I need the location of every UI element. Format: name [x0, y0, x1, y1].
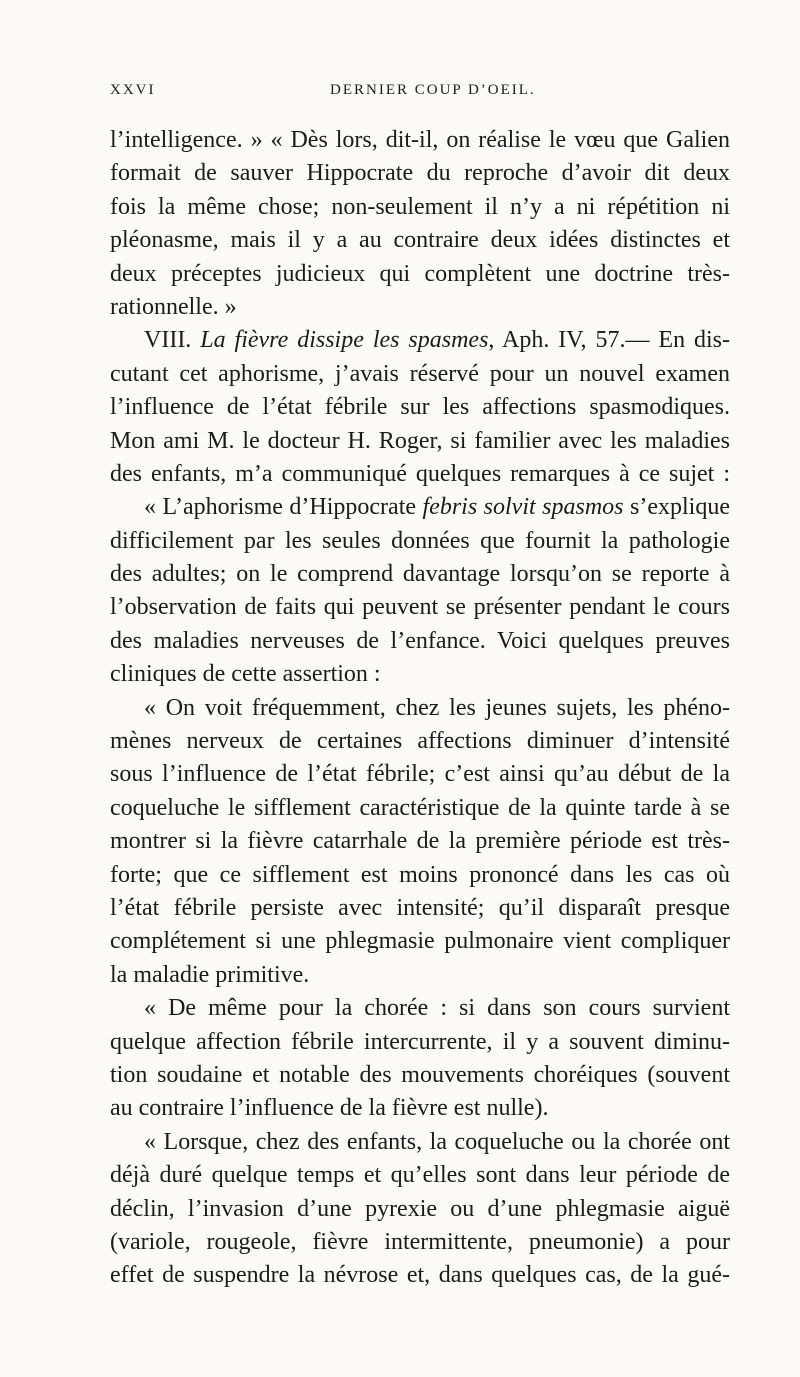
text-line: cutant cet aphorisme, j’avais réservé pour un nouvel examen — [110, 360, 730, 387]
text-line: mènes nerveux de certaines affections diminuer d’intensité — [110, 728, 730, 755]
text-line: l’intelligence. » « Dès lors, dit-il, on réalise le vœu que Galien — [110, 127, 730, 153]
body-text — [110, 124, 730, 1293]
text-line: déjà duré quelque temps et qu’elles sont dans leur période de — [110, 1162, 730, 1189]
text-line: tion soudaine et notable des mouvements choréiques (souvent — [110, 1061, 730, 1088]
text-line: coqueluche le sifflement caractéristique de la quinte tarde à se — [110, 794, 730, 821]
running-head — [110, 82, 690, 106]
text-run: « L’aphorisme d’Hippocrate — [144, 494, 423, 521]
text-line: l’état fébrile persiste avec intensité; qu’il disparaît presque — [110, 894, 730, 921]
text-line: sous l’influence de l’état fébrile; c’est ainsi qu’au début de la — [110, 761, 730, 788]
italic-run: La fièvre dissipe les spasmes — [200, 327, 489, 354]
text-line: des enfants, m’a communiqué quelques remarques à ce sujet : — [110, 460, 730, 487]
italic-run: febris solvit spasmos — [422, 494, 624, 521]
text-line — [110, 491, 730, 524]
text-line: la maladie primitive. — [110, 961, 310, 988]
text-line: pléonasme, mais il y a au contraire deux idées distinctes et — [110, 227, 730, 254]
text-line: des maladies nerveuses de l’enfance. Voici quelques preuves — [110, 627, 730, 654]
text-line: Mon ami M. le docteur H. Roger, si familier avec les maladies — [110, 427, 730, 454]
text-line: montrer si la fièvre catarrhale de la première période est très- — [110, 828, 730, 855]
text-line: effet de suspendre la névrose et, dans quelques cas, de la gué- — [110, 1262, 730, 1289]
text-line: quelque affection fébrile intercurrente, il y a souvent diminu- — [110, 1028, 730, 1055]
text-line: l’observation de faits qui peuvent se présenter pendant le cours — [110, 594, 730, 621]
text-line: l’influence de l’état fébrile sur les affections spasmodiques. — [110, 394, 730, 421]
text-run: , Aph. IV, 57.— En dis- — [488, 327, 730, 354]
running-title: DERNIER COUP D’OEIL. — [330, 82, 536, 98]
text-line: complétement si une phlegmasie pulmonaire vient compliquer — [110, 928, 730, 955]
text-line: rationnelle. » — [110, 293, 237, 320]
text-line: deux préceptes judicieux qui complètent une doctrine très- — [110, 260, 730, 287]
text-line: cliniques de cette assertion : — [110, 661, 381, 688]
text-line: formait de sauver Hippocrate du reproche d’avoir dit deux — [110, 160, 730, 187]
text-line: « On voit fréquemment, chez les jeunes sujets, les phéno- — [144, 694, 730, 721]
text-line — [110, 324, 730, 357]
text-line: déclin, l’invasion d’une pyrexie ou d’une phlegmasie aiguë — [110, 1195, 730, 1222]
text-line: « De même pour la chorée : si dans son cours survient — [144, 995, 730, 1022]
text-run: VIII. — [144, 327, 201, 354]
text-run: s’explique — [623, 494, 730, 521]
text-line: fois la même chose; non-seulement il n’y a ni répétition ni — [110, 193, 730, 220]
text-line: « Lorsque, chez des enfants, la coqueluche ou la chorée ont — [144, 1128, 730, 1155]
text-line: forte; que ce sifflement est moins prononcé dans les cas où — [110, 861, 730, 888]
page-number: XXVI — [110, 82, 156, 98]
text-line: (variole, rougeole, fièvre intermittente, pneumonie) a pour — [110, 1228, 730, 1255]
text-line: au contraire l’influence de la fièvre est nulle). — [110, 1095, 549, 1122]
text-line: des adultes; on le comprend davantage lorsqu’on se reporte à — [110, 561, 730, 588]
text-line: difficilement par les seules données que fournit la pathologie — [110, 527, 730, 554]
